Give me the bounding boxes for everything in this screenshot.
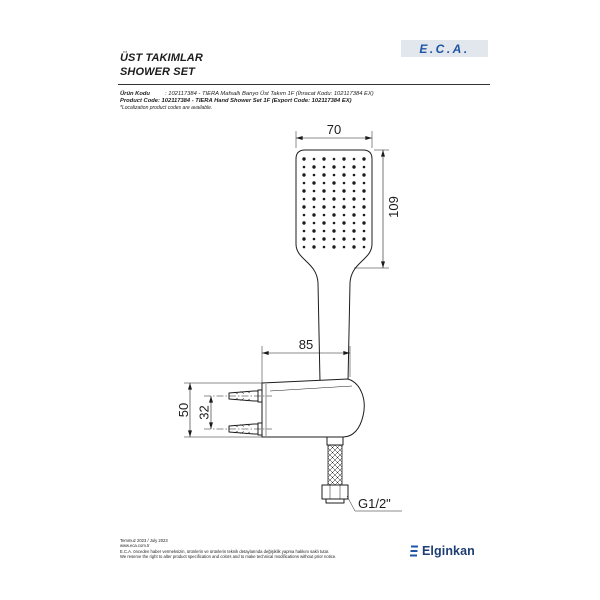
wall-anchor-bottom xyxy=(204,423,272,435)
spray-nozzle xyxy=(363,214,366,217)
spray-nozzle xyxy=(362,205,365,208)
footer-website: www.eca.com.tr xyxy=(120,543,150,548)
product-code-value-tr: : 102117384 - TIERA Mafsallı Banyo Üst Takım 1F (İhracat Kodu: 102117384 EX) xyxy=(165,91,374,97)
spray-nozzle xyxy=(313,222,316,225)
spray-nozzle xyxy=(323,166,326,169)
product-code-label-tr: Ürün Kodu xyxy=(120,91,150,97)
spray-nozzle xyxy=(343,198,346,201)
spray-nozzle xyxy=(363,198,366,201)
spray-nozzle xyxy=(322,157,325,160)
spray-nozzle xyxy=(312,197,315,200)
spray-nozzle xyxy=(333,190,336,193)
elginkan-logo-bars xyxy=(410,547,418,556)
spray-nozzle xyxy=(322,173,325,176)
spray-nozzle xyxy=(302,157,305,160)
elginkan-logo-icon xyxy=(410,545,419,557)
spray-nozzle xyxy=(302,237,305,240)
spray-nozzle xyxy=(312,229,315,232)
spray-nozzle xyxy=(313,190,316,193)
spray-nozzle xyxy=(323,182,326,185)
spray-nozzle xyxy=(362,173,365,176)
spray-nozzle xyxy=(353,190,356,193)
spray-nozzle xyxy=(313,174,316,177)
spray-nozzle xyxy=(303,166,306,169)
spray-nozzle xyxy=(362,221,365,224)
spray-nozzle xyxy=(323,214,326,217)
footer-date: Temmuz 2023 / July 2023 xyxy=(120,537,168,543)
screw-spacing-label: 32 xyxy=(196,405,212,420)
spray-nozzle xyxy=(352,181,355,184)
spray-nozzle xyxy=(303,182,306,185)
spray-nozzle xyxy=(343,182,346,185)
head-width-label: 70 xyxy=(326,122,342,137)
spray-nozzle xyxy=(333,206,336,209)
spray-nozzle xyxy=(363,230,366,233)
thread-size-label: G1/2" xyxy=(358,496,391,511)
spray-nozzle xyxy=(323,230,326,233)
holder-projection-label: 85 xyxy=(298,337,314,352)
spray-nozzle xyxy=(323,198,326,201)
spray-nozzle xyxy=(332,165,335,168)
spray-nozzle xyxy=(312,213,315,216)
elginkan-logo xyxy=(410,544,475,558)
spray-nozzle xyxy=(333,158,336,161)
spray-nozzle xyxy=(362,237,365,240)
spray-nozzle xyxy=(332,229,335,232)
footer-disclaimer-tr: E.C.A. önceden haber vermeksizin, ürünlerin ve ürünlerin teknik detaylarında değişiklik yapma hakkını saklı tutar. xyxy=(120,548,330,554)
spray-nozzle xyxy=(342,221,345,224)
spray-nozzle xyxy=(332,181,335,184)
footer-disclaimer-en: We reserve the right to alter product specification and colors and to make technical modifications without prior notice. xyxy=(120,554,337,559)
spray-nozzle xyxy=(312,165,315,168)
spray-nozzle xyxy=(322,205,325,208)
spray-nozzle xyxy=(342,189,345,192)
spray-nozzle xyxy=(362,157,365,160)
spray-nozzle xyxy=(342,157,345,160)
spray-nozzle xyxy=(313,206,316,209)
spray-nozzle xyxy=(343,246,346,249)
spray-nozzle xyxy=(322,189,325,192)
spray-nozzle xyxy=(332,197,335,200)
head-height-label: 109 xyxy=(386,196,401,218)
spray-nozzle xyxy=(312,181,315,184)
product-code-en-line: Product Code: 102117384 - TIERA Hand Shower Set 1F (Export Code: 102117384 EX) xyxy=(120,98,352,104)
spray-nozzle xyxy=(322,237,325,240)
spray-nozzle xyxy=(353,174,356,177)
spray-nozzle xyxy=(333,238,336,241)
spray-nozzle xyxy=(363,166,366,169)
spray-nozzle xyxy=(313,158,316,161)
hose-connector xyxy=(327,437,343,445)
spray-nozzle xyxy=(352,229,355,232)
eca-logo-text: E.C.A. xyxy=(419,41,470,56)
hose-nut-facets xyxy=(330,485,340,499)
page-title-tr: ÜST TAKIMLAR xyxy=(120,52,203,64)
spray-nozzle xyxy=(302,221,305,224)
spray-nozzle xyxy=(333,222,336,225)
spray-nozzle xyxy=(302,173,305,176)
spray-nozzle xyxy=(353,222,356,225)
spray-nozzle xyxy=(352,165,355,168)
hose-end-fitting xyxy=(326,499,344,503)
elginkan-logo-text: Elginkan xyxy=(422,544,475,558)
spray-nozzle xyxy=(343,230,346,233)
spray-nozzle xyxy=(362,189,365,192)
spray-nozzle xyxy=(352,245,355,248)
spray-nozzle xyxy=(353,238,356,241)
spray-nozzle xyxy=(342,173,345,176)
spray-nozzle xyxy=(363,246,366,249)
wall-anchor-top xyxy=(204,390,272,402)
spray-nozzle xyxy=(303,246,306,249)
spray-nozzle xyxy=(303,214,306,217)
spray-nozzle xyxy=(303,198,306,201)
localization-note: *Localization product codes are available. xyxy=(120,104,213,111)
spray-nozzle xyxy=(342,237,345,240)
spray-nozzle xyxy=(303,230,306,233)
spray-nozzle xyxy=(323,246,326,249)
spray-nozzle xyxy=(332,213,335,216)
spray-nozzle xyxy=(363,182,366,185)
spray-nozzle xyxy=(302,189,305,192)
spray-nozzle xyxy=(333,174,336,177)
spray-nozzle xyxy=(343,214,346,217)
spray-nozzle-grid xyxy=(302,157,365,248)
spray-nozzle xyxy=(312,245,315,248)
spray-nozzle xyxy=(313,238,316,241)
spray-nozzle xyxy=(302,205,305,208)
spray-nozzle xyxy=(352,197,355,200)
holder-body-outline xyxy=(262,379,364,437)
holder-height-label: 50 xyxy=(176,402,191,418)
spray-nozzle xyxy=(332,245,335,248)
hose-nut xyxy=(322,485,348,499)
braided-hose xyxy=(328,445,342,485)
spray-nozzle xyxy=(352,213,355,216)
spray-nozzle xyxy=(342,205,345,208)
page-title-en: SHOWER SET xyxy=(120,66,195,78)
spray-nozzle xyxy=(353,206,356,209)
spray-nozzle xyxy=(343,166,346,169)
spray-nozzle xyxy=(322,221,325,224)
spray-nozzle xyxy=(353,158,356,161)
